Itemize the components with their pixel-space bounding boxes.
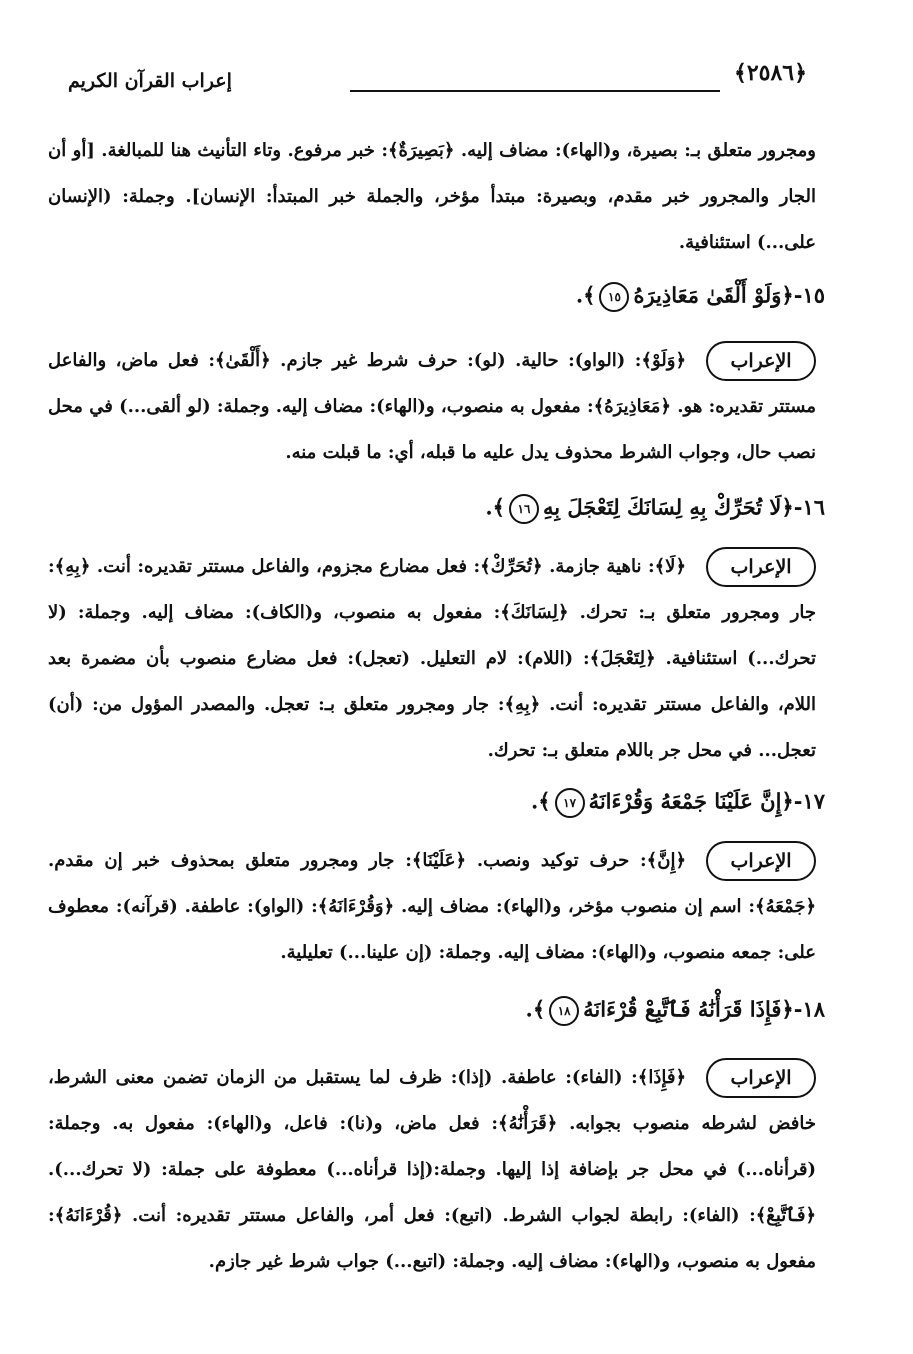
verse-text: ﴿لَا تُحَرِّكْ بِهِ لِسَانَكَ لِتَعْجَلَ بِهِ — [542, 494, 794, 520]
irab-paragraph-17: ﴿إِنَّ﴾: حرف توكيد ونصب. ﴿عَلَيْنَا﴾: جار ومجرور متعلق بمحذوف خبر إن مقدم. ﴿جَمْعَهُ﴾: اسم إن منصوب مؤخر، و(الهاء): مضاف إليه. ﴿وَقُرْءَانَهُ﴾: (الواو): عاطفة. (قرآنه): معطوف على: جمعه منصوب، و(الهاء): مضاف إليه. وجملة: (إن علينا...) تعليلية. — [48, 850, 816, 963]
verse-text: ﴿وَلَوْ أَلْقَىٰ مَعَاذِيرَهُ — [633, 282, 794, 308]
verse-number: ١٨- — [793, 996, 825, 1022]
irab-badge: الإعراب — [706, 841, 816, 881]
irab-paragraph-15: ﴿وَلَوْ﴾: (الواو): حالية. (لو): حرف شرط غير جازم. ﴿أَلْقَىٰ﴾: فعل ماض، والفاعل مستتر تقديره: هو. ﴿مَعَاذِيرَهُ﴾: مفعول به منصوب، و(الهاء): مضاف إليه. وجملة: (لو ألقى...) في محل نصب حال، وجواب الشرط محذوف يدل عليه ما قبله، أي: ما قبلت منه. — [48, 350, 816, 463]
verse-18 — [526, 996, 825, 1026]
irab-badge: الإعراب — [706, 547, 816, 587]
verse-number: ١٦- — [793, 494, 825, 520]
verse-17 — [531, 788, 825, 818]
irab-badge: الإعراب — [706, 341, 816, 381]
irab-paragraph-16: ﴿لَا﴾: ناهية جازمة. ﴿تُحَرِّكْ﴾: فعل مضارع مجزوم، والفاعل مستتر تقديره: أنت. ﴿بِهِ﴾: جار ومجرور متعلق بـ: تحرك. ﴿لِسَانَكَ﴾: مفعول به منصوب، و(الكاف): مضاف إليه. وجملة: (لا تحرك...) استئنافية. ﴿لِتَعْجَلَ﴾: (اللام): لام التعليل. (تعجل): فعل مضارع منصوب بأن مضمرة بعد اللام، والفاعل مستتر تقديره: أنت. ﴿بِهِ﴾: جار ومجرور متعلق بـ: تعجل. والمصدر المؤول من: (أن) تعجل... في محل جر باللام متعلق بـ: تحرك. — [48, 556, 816, 761]
verse-text: ﴿فَإِذَا قَرَأْنَٰهُ فَٱتَّبِعْ قُرْءَانَهُ — [583, 996, 794, 1022]
verse-end: ﴾. — [575, 282, 596, 308]
ayah-marker: ١٥ — [599, 282, 629, 312]
verse-end: ﴾. — [525, 996, 546, 1022]
intro-paragraph: ومجرور متعلق بـ: بصيرة، و(الهاء): مضاف إليه. ﴿بَصِيرَةٌ﴾: خبر مرفوع. وتاء التأنيث هنا للمبالغة. [أو أن الجار والمجرور خبر مقدم، وبصيرة: مبتدأ مؤخر، والجملة خبر المبتدأ: الإنسان]. وجملة: (الإنسان على...) استئنافية. — [48, 140, 816, 253]
irab-badge: الإعراب — [706, 1058, 816, 1098]
ayah-marker: ١٧ — [555, 788, 585, 818]
book-title: إعراب القرآن الكريم — [68, 70, 232, 92]
verse-number: ١٧- — [793, 788, 825, 814]
header-rule — [350, 90, 720, 92]
ayah-marker: ١٨ — [549, 996, 579, 1026]
verse-text: ﴿إِنَّ عَلَيْنَا جَمْعَهُ وَقُرْءَانَهُ — [588, 788, 794, 814]
verse-end: ﴾. — [485, 494, 505, 520]
verse-end: ﴾. — [530, 788, 551, 814]
ayah-marker: ١٦ — [509, 494, 539, 524]
page-header — [40, 62, 815, 112]
irab-paragraph-18: ﴿فَإِذَا﴾: (الفاء): عاطفة. (إذا): ظرف لما يستقبل من الزمان تضمن معنى الشرط، خافض لشرطه منصوب بجوابه. ﴿قَرَأْنَٰهُ﴾: فعل ماض، و(نا): فاعل، و(الهاء): مفعول به. وجملة: (قرأناه...) في محل جر بإضافة إذا إليها. وجملة:(إذا قرأناه...) معطوفة على جملة: (لا تحرك...). ﴿فَٱتَّبِعْ﴾: (الفاء): رابطة لجواب الشرط. (اتبع): فعل أمر، والفاعل مستتر تقديره: أنت. ﴿قُرْءَانَهُ﴾: مفعول به منصوب، و(الهاء): مضاف إليه. وجملة: (اتبع...) جواب شرط غير جازم. — [48, 1067, 816, 1272]
page-number: ﴿٢٥٨٦﴾ — [733, 60, 807, 86]
verse-15 — [576, 282, 825, 312]
verse-number: ١٥- — [793, 282, 825, 308]
verse-16 — [485, 494, 825, 524]
